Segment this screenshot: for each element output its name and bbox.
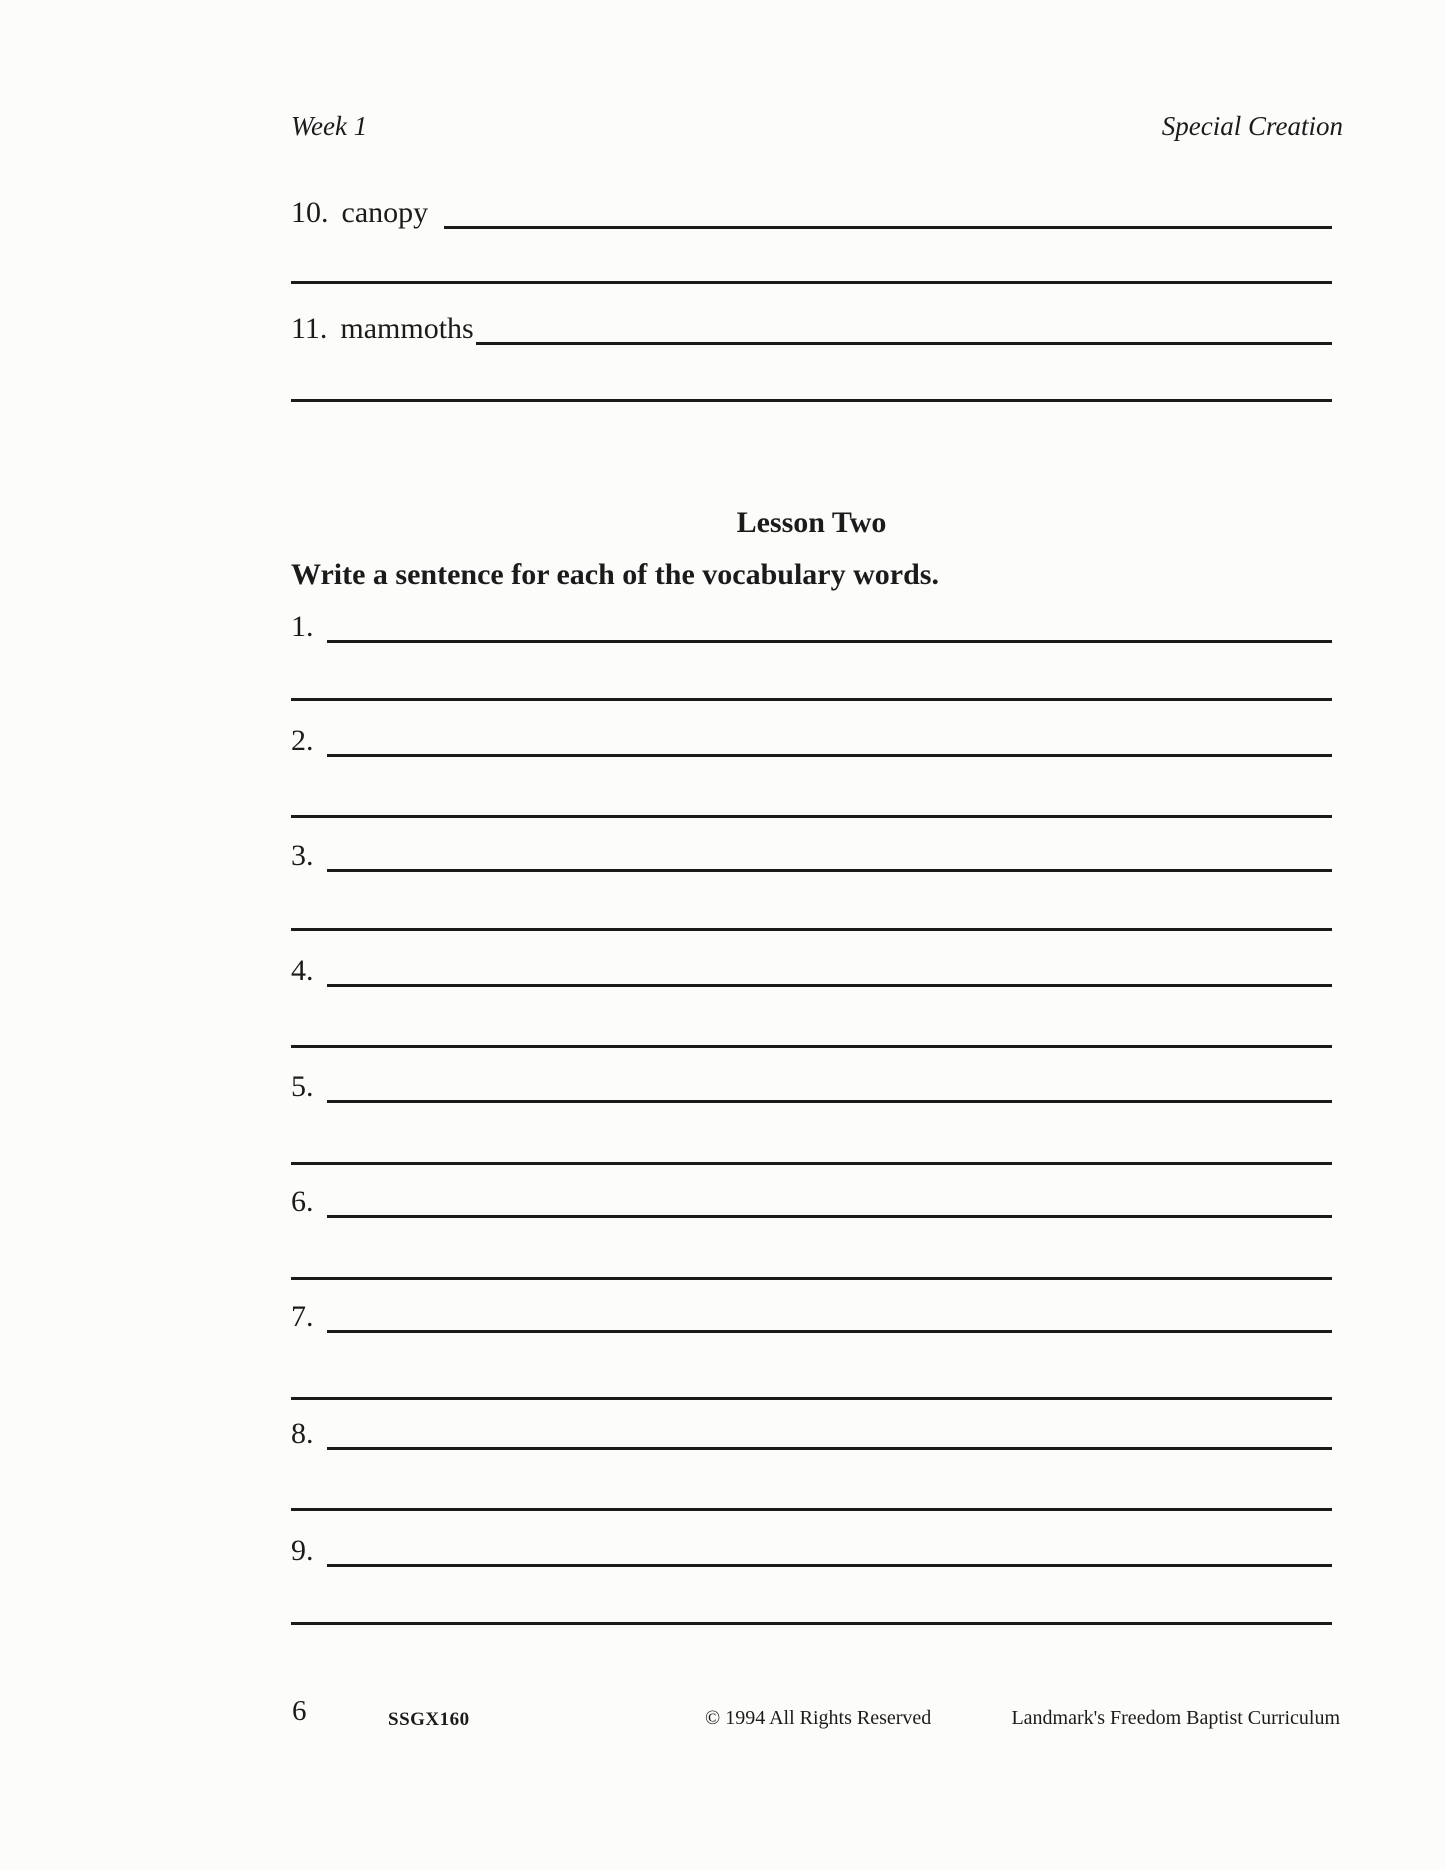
sentence-answer-blank-line2 bbox=[291, 1277, 1332, 1280]
vocab-answer-blank-line2 bbox=[291, 281, 1332, 284]
sentence-item bbox=[291, 954, 1332, 987]
publisher-name: Landmark's Freedom Baptist Curriculum bbox=[1011, 1707, 1340, 1729]
week-label: Week 1 bbox=[291, 111, 368, 141]
copyright-notice: © 1994 All Rights Reserved bbox=[705, 1707, 932, 1729]
vocab-item-number: 11. bbox=[291, 312, 328, 345]
sentence-item-number: 5. bbox=[291, 1070, 314, 1103]
sentence-answer-blank bbox=[327, 1070, 1333, 1103]
sentence-item-number: 6. bbox=[291, 1185, 314, 1218]
sentence-answer-blank-line2 bbox=[291, 928, 1332, 931]
sentence-item bbox=[291, 1070, 1332, 1103]
lesson-instruction: Write a sentence for each of the vocabulary words. bbox=[291, 558, 939, 591]
sentence-answer-blank-line2 bbox=[291, 1162, 1332, 1165]
sentence-item bbox=[291, 610, 1332, 643]
unit-title: Special Creation bbox=[1161, 111, 1343, 141]
sentence-answer-blank bbox=[327, 954, 1333, 987]
vocab-answer-blank bbox=[476, 312, 1332, 345]
vocab-answer-blank bbox=[444, 196, 1332, 229]
vocab-item bbox=[291, 196, 1332, 229]
sentence-answer-blank-line2 bbox=[291, 1397, 1332, 1400]
vocab-item-word: mammoths bbox=[340, 312, 474, 345]
vocab-answer-blank-line2 bbox=[291, 399, 1332, 402]
sentence-answer-blank bbox=[327, 1300, 1333, 1333]
vocab-item-number: 10. bbox=[291, 196, 329, 229]
sentence-item-number: 1. bbox=[291, 610, 314, 643]
sentence-answer-blank bbox=[327, 724, 1333, 757]
sentence-item bbox=[291, 1185, 1332, 1218]
sentence-answer-blank-line2 bbox=[291, 1622, 1332, 1625]
sentence-answer-blank bbox=[327, 610, 1333, 643]
sentence-item bbox=[291, 1417, 1332, 1450]
sentence-answer-blank bbox=[327, 1417, 1333, 1450]
sentence-answer-blank-line2 bbox=[291, 1508, 1332, 1511]
sentence-answer-blank bbox=[327, 1185, 1333, 1218]
sentence-item bbox=[291, 1300, 1332, 1333]
lesson-heading: Lesson Two bbox=[736, 506, 887, 539]
sentence-answer-blank-line2 bbox=[291, 1045, 1332, 1048]
sentence-item-number: 7. bbox=[291, 1300, 314, 1333]
sentence-item bbox=[291, 724, 1332, 757]
sentence-item bbox=[291, 839, 1332, 872]
sentence-answer-blank bbox=[327, 1534, 1333, 1567]
sentence-item-number: 3. bbox=[291, 839, 314, 872]
sentence-item-number: 8. bbox=[291, 1417, 314, 1450]
catalog-code: SSGX160 bbox=[388, 1709, 470, 1730]
sentence-item-number: 9. bbox=[291, 1534, 314, 1567]
sentence-answer-blank bbox=[327, 839, 1333, 872]
sentence-item-number: 2. bbox=[291, 724, 314, 757]
sentence-item bbox=[291, 1534, 1332, 1567]
sentence-item-number: 4. bbox=[291, 954, 314, 987]
page-number: 6 bbox=[292, 1695, 307, 1727]
sentence-answer-blank-line2 bbox=[291, 815, 1332, 818]
vocab-item-word: canopy bbox=[341, 196, 429, 229]
vocab-item bbox=[291, 312, 1332, 345]
sentence-answer-blank-line2 bbox=[291, 698, 1332, 701]
